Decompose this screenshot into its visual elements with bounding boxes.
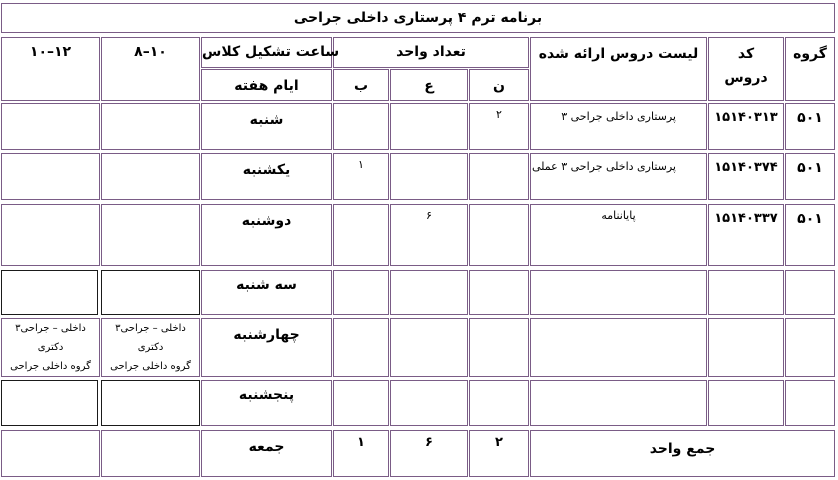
row1-day (201, 103, 332, 150)
header-units (333, 37, 529, 68)
row3-course-text: پایاننامه (601, 209, 636, 222)
header-units-label: تعداد واحد (396, 44, 466, 60)
wed-10-12-line3: گروه داخلی جراحی (10, 361, 91, 372)
row5-n (469, 318, 529, 377)
row1-group-text: ۵۰۱ (797, 110, 823, 126)
row6-a (390, 380, 468, 426)
page-title: برنامه ترم ۴ پرستاری داخلی جراحی (293, 10, 543, 26)
row5-day-text: چهارشنبه (233, 327, 300, 343)
row4-n (469, 270, 529, 315)
row3-a (390, 204, 468, 266)
row3-10-12 (1, 204, 100, 266)
row4-day-text: سه شنبه (236, 277, 297, 293)
header-class-time-label: ساعت تشکیل کلاس (202, 44, 340, 60)
row4-b (333, 270, 389, 315)
header-group-label: گروه (793, 46, 827, 62)
row2-group-text: ۵۰۱ (797, 160, 823, 176)
row4-10-12 (1, 270, 98, 315)
row6-group (785, 380, 835, 426)
row5-8-10 (101, 318, 200, 377)
total-n (469, 430, 529, 477)
header-group (785, 37, 835, 101)
row6-code (708, 380, 784, 426)
row1-course-text: پرستاری داخلی جراحی ۳ (561, 110, 676, 123)
row3-day (201, 204, 332, 266)
row1-10-12 (1, 103, 100, 150)
wed-8-10-line1: داخلی – جراحی۳ (115, 323, 186, 334)
row3-code (708, 204, 784, 266)
total-b (333, 430, 389, 477)
row6-b (333, 380, 389, 426)
row2-code-text: ۱۵۱۴۰۳۷۴ (714, 160, 778, 175)
row1-n (469, 103, 529, 150)
row6-10-12 (1, 380, 98, 426)
row1-code-text: ۱۵۱۴۰۳۱۳ (714, 110, 778, 125)
row2-course-text: پرستاری داخلی جراحی ۳ عملی (531, 160, 676, 173)
header-unit-n (469, 69, 529, 101)
row5-code (708, 318, 784, 377)
row3-a-text: ۶ (426, 209, 432, 222)
row1-day-text: شنبه (249, 112, 284, 128)
row2-day-text: یکشنبه (242, 162, 291, 178)
row1-a (390, 103, 468, 150)
wed-10-12-line1: داخلی – جراحی۳ (15, 323, 86, 334)
header-time-8-10 (101, 37, 200, 101)
header-weekdays-label: ایام هفته (234, 78, 299, 94)
row2-day (201, 153, 332, 200)
row2-10-12 (1, 153, 100, 200)
row2-course (530, 153, 707, 200)
row1-n-text: ۲ (496, 108, 502, 121)
row3-b (333, 204, 389, 266)
row5-group (785, 318, 835, 377)
row4-course (530, 270, 707, 315)
row5-day (201, 318, 332, 377)
wed-8-10-line2: دکتری (137, 342, 164, 353)
row2-code (708, 153, 784, 200)
row3-group-text: ۵۰۱ (797, 211, 823, 227)
total-day (201, 430, 332, 477)
header-code (708, 37, 784, 101)
row3-8-10 (101, 204, 200, 266)
row1-group (785, 103, 835, 150)
total-a-text: ۶ (425, 435, 433, 450)
row2-a (390, 153, 468, 200)
row6-day-text: پنجشنبه (238, 387, 295, 403)
row5-b (333, 318, 389, 377)
row1-8-10 (101, 103, 200, 150)
row6-n (469, 380, 529, 426)
row4-8-10 (101, 270, 200, 315)
row4-day (201, 270, 332, 315)
total-label: جمع واحد (649, 441, 716, 457)
row2-n (469, 153, 529, 200)
row5-course (530, 318, 707, 377)
total-n-text: ۲ (495, 435, 503, 450)
row5-a (390, 318, 468, 377)
header-unit-n-label: ن (493, 78, 505, 94)
header-courses-label: لیست دروس ارائه شده (538, 46, 699, 62)
row1-code (708, 103, 784, 150)
header-code-line1: کد (737, 46, 755, 62)
header-time-8-10-label: ۸–۱۰ (134, 44, 167, 60)
total-8-10 (101, 430, 200, 477)
row2-8-10 (101, 153, 200, 200)
header-unit-b (333, 69, 389, 101)
header-time-10-12-label: ۱۰–۱۲ (29, 44, 72, 60)
total-label-cell (530, 430, 835, 477)
row6-8-10 (101, 380, 200, 426)
row2-b (333, 153, 389, 200)
row4-code (708, 270, 784, 315)
row6-day (201, 380, 332, 426)
row1-b (333, 103, 389, 150)
header-code-line2: دروس (724, 70, 768, 86)
row4-group (785, 270, 835, 315)
header-class-time (201, 37, 340, 68)
row3-day-text: دوشنبه (241, 213, 292, 229)
header-unit-b-label: ب (353, 78, 369, 94)
header-courses (530, 37, 707, 101)
row1-course (530, 103, 707, 150)
row5-10-12 (1, 318, 100, 377)
total-day-text: جمعه (248, 439, 285, 455)
title-bar (1, 3, 835, 33)
row3-group (785, 204, 835, 266)
total-b-text: ۱ (357, 435, 365, 450)
wed-10-12-line2: دکتری (37, 342, 64, 353)
row2-group (785, 153, 835, 200)
total-a (390, 430, 468, 477)
row4-a (390, 270, 468, 315)
row2-b-text: ۱ (358, 158, 364, 171)
row3-code-text: ۱۵۱۴۰۳۳۷ (714, 211, 778, 226)
header-weekdays (201, 69, 332, 101)
header-unit-a (390, 69, 468, 101)
wed-8-10-line3: گروه داخلی جراحی (110, 361, 191, 372)
row6-course (530, 380, 707, 426)
total-10-12 (1, 430, 100, 477)
header-unit-a-label: ع (424, 78, 434, 94)
row3-n (469, 204, 529, 266)
row3-course (530, 204, 707, 266)
header-time-10-12 (1, 37, 100, 101)
